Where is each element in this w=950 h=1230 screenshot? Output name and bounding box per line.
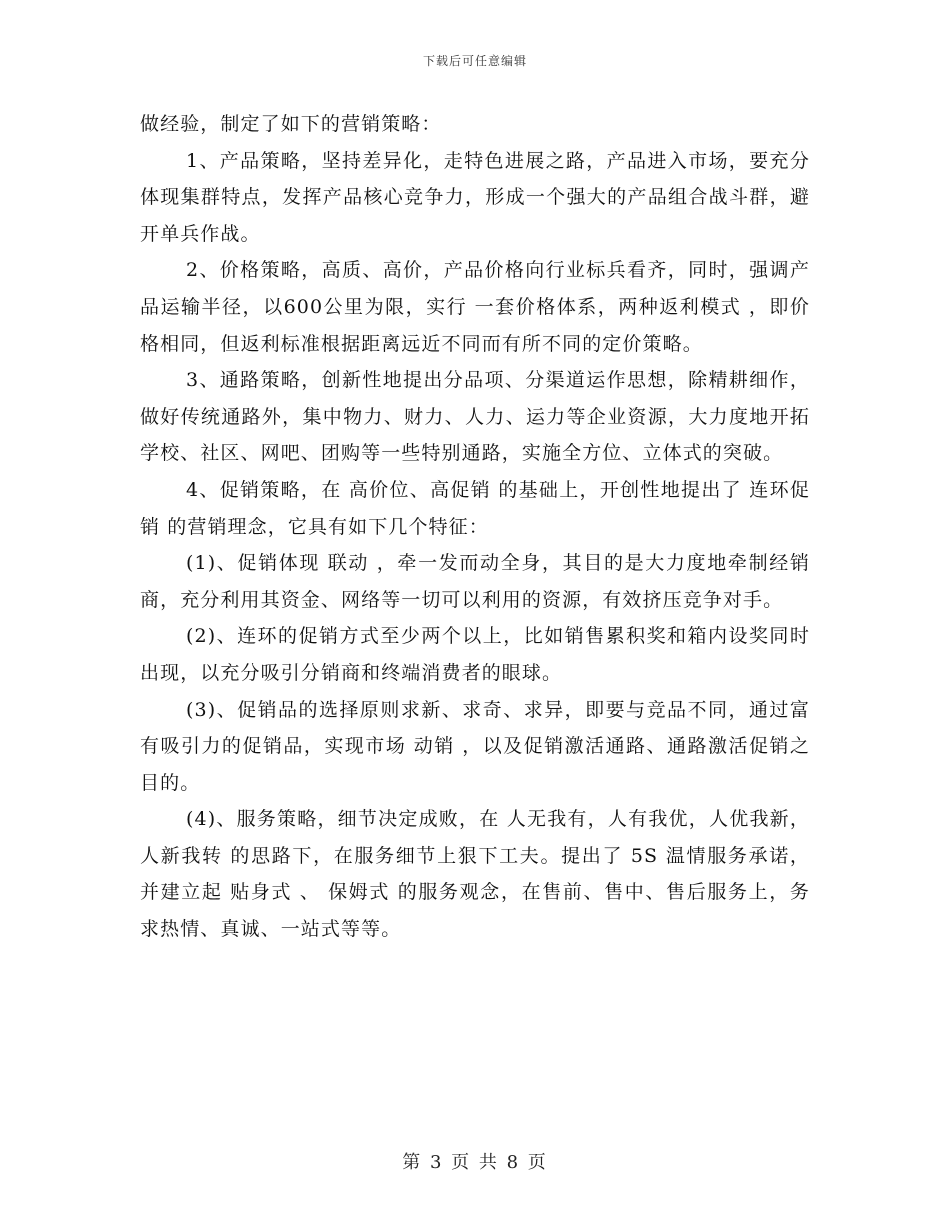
page-footer: 第 3 页 共 8 页 <box>402 1152 548 1173</box>
paragraph-channel-strategy: 3、通路策略，创新性地提出分品项、分渠道运作思想，除精耕细作，做好传统通路外，集中物力、财力、人力、运力等企业资源，大力度地开拓学校、社区、网吧、团购等一些特别通路，实施全方位、立体式的突破。 <box>140 369 810 465</box>
paragraph-promotion-strategy: 4、促销策略，在 高价位、高促销 的基础上，开创性地提出了 连环促销 的营销理念，它具有如下几个特征： <box>140 478 810 538</box>
paragraph-feature-1: (1)、促销体现 联动 ，牵一发而动全身，其目的是大力度地牵制经销商，充分利用其资金、网络等一切可以利用的资源，有效挤压竞争对手。 <box>140 552 810 611</box>
paragraph-intro: 做经验，制定了如下的营销策略： <box>140 113 442 135</box>
page-header: 下载后可任意编辑 <box>422 54 527 68</box>
document-body <box>140 106 810 948</box>
paragraph-feature-3: (3)、促销品的选择原则求新、求奇、求异，即要与竞品不同，通过富有吸引力的促销品，实现市场 动销 ，以及促销激活通路、通路激活促销之目的。 <box>140 698 810 794</box>
paragraph-feature-4: (4)、服务策略，细节决定成败，在 人无我有，人有我优，人优我新，人新我转 的思路下，在服务细节上狠下工夫。提出了 5S 温情服务承诺，并建立起 贴身式 、 保姆式 的服务观念，在售前、售中、售后服务上，务求热情、真诚、一站式等等。 <box>140 808 810 941</box>
paragraph-feature-2: (2)、连环的促销方式至少两个以上，比如销售累积奖和箱内设奖同时出现，以充分吸引分销商和终端消费者的眼球。 <box>140 625 810 684</box>
paragraph-product-strategy: 1、产品策略，坚持差异化，走特色进展之路，产品进入市场，要充分体现集群特点，发挥产品核心竞争力，形成一个强大的产品组合战斗群，避开单兵作战。 <box>140 149 810 245</box>
paragraph-price-strategy: 2、价格策略，高质、高价，产品价格向行业标兵看齐，同时，强调产品运输半径，以600公里为限，实行 一套价格体系，两种返利模式 ，即价格相同，但返利标准根据距离远近不同而有所不同的定价策略。 <box>140 259 810 355</box>
